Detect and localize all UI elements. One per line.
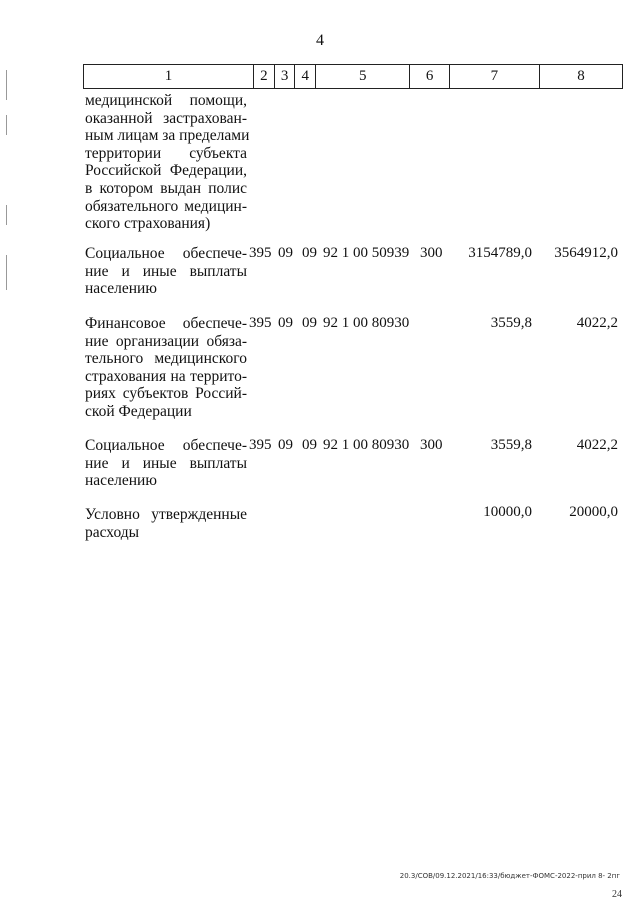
header-col-2: 2 <box>253 65 274 89</box>
header-col-8: 8 <box>540 65 623 89</box>
row-social-2-code-6: 300 <box>420 437 443 453</box>
column-header-table <box>83 64 623 89</box>
row-social-2-amount-7: 3559,8 <box>490 437 532 453</box>
row-financial-code-3: 09 <box>278 315 293 331</box>
row-financial-code-2: 395 <box>249 315 272 331</box>
row-conditional-amount-8: 20000,0 <box>569 504 618 520</box>
scan-edge-mark <box>6 205 7 225</box>
page-number: 4 <box>316 32 324 49</box>
row-social-1-amount-8: 3564912,0 <box>554 245 618 261</box>
header-col-5: 5 <box>316 65 410 89</box>
scan-edge-mark <box>6 70 7 100</box>
row-social-1-description: Социальное обеспече- ние и иные выплаты населению <box>85 245 247 298</box>
row-social-1-code-5: 92 1 00 50939 <box>323 245 410 261</box>
header-col-4: 4 <box>295 65 316 89</box>
header-col-3: 3 <box>274 65 295 89</box>
row-social-1-code-3: 09 <box>278 245 293 261</box>
scan-edge-mark <box>6 255 7 290</box>
scan-edge-mark <box>6 115 7 135</box>
row-description-continued: медицинской помощи, оказанной застрахован- ным лицам за пределами территории субъекта Российской Федерации, в котором выдан полис обязательного медицин- ского страхования) <box>85 92 250 233</box>
header-col-6: 6 <box>410 65 449 89</box>
row-social-2-amount-8: 4022,2 <box>576 437 618 453</box>
row-social-2-description: Социальное обеспече- ние и иные выплаты населению <box>85 437 247 490</box>
row-financial-description: Финансовое обеспече- ние организации обяза- тельного медицинского страхования на террито- риях субъектов Россий- ской Федерации <box>85 315 247 420</box>
header-col-1: 1 <box>84 65 254 89</box>
footer-note: 20.3/СОВ/09.12.2021/16:33/бюджет-ФОМС-2022-прил 8- 2пг <box>399 872 620 880</box>
row-financial-amount-7: 3559,8 <box>490 315 532 331</box>
row-social-2-code-2: 395 <box>249 437 272 453</box>
row-social-2-code-3: 09 <box>278 437 293 453</box>
row-social-1-code-2: 395 <box>249 245 272 261</box>
row-social-2-code-5: 92 1 00 80930 <box>323 437 410 453</box>
row-social-1-code-6: 300 <box>420 245 443 261</box>
row-conditional-description: Условно утвержденные расходы <box>85 506 247 541</box>
corner-mark: 24 <box>612 889 622 900</box>
row-financial-amount-8: 4022,2 <box>576 315 618 331</box>
row-financial-code-5: 92 1 00 80930 <box>323 315 410 331</box>
header-col-7: 7 <box>449 65 539 89</box>
row-social-2-code-4: 09 <box>302 437 317 453</box>
row-conditional-amount-7: 10000,0 <box>483 504 532 520</box>
row-social-1-code-4: 09 <box>302 245 317 261</box>
row-financial-code-4: 09 <box>302 315 317 331</box>
header-row <box>84 65 623 89</box>
row-social-1-amount-7: 3154789,0 <box>468 245 532 261</box>
